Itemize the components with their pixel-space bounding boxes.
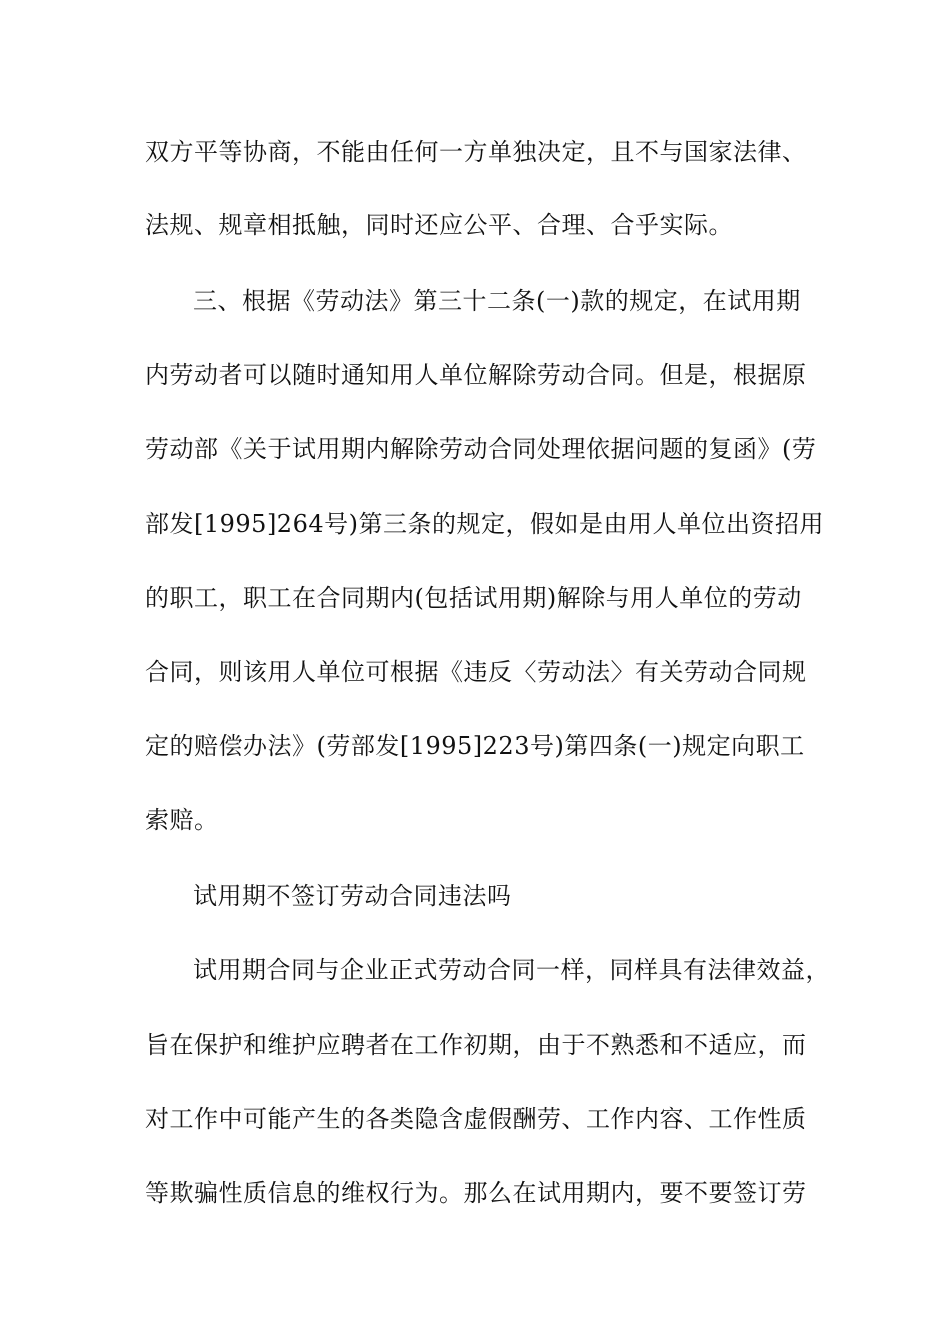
text-line-5: 劳动部《关于试用期内解除劳动合同处理依据问题的复函》(劳 [145, 435, 817, 463]
text-line-14: 对工作中可能产生的各类隐含虚假酬劳、工作内容、工作性质 [145, 1105, 807, 1133]
text-line-6: 部发[1995]264号)第三条的规定，假如是由用人单位出资招用 [145, 510, 824, 538]
section-heading: 试用期不签订劳动合同违法吗 [193, 882, 512, 910]
text-line-13: 旨在保护和维护应聘者在工作初期，由于不熟悉和不适应，而 [145, 1031, 807, 1059]
text-line-7: 的职工，职工在合同期内(包括试用期)解除与用人单位的劳动 [145, 584, 802, 612]
text-line-4: 内劳动者可以随时通知用人单位解除劳动合同。但是，根据原 [145, 361, 807, 389]
text-line-1: 双方平等协商，不能由任何一方单独决定，且不与国家法律、 [145, 138, 807, 166]
text-line-15: 等欺骗性质信息的维权行为。那么在试用期内，要不要签订劳 [145, 1179, 807, 1207]
text-line-9: 定的赔偿办法》(劳部发[1995]223号)第四条(一)规定向职工 [145, 732, 805, 760]
text-line-3: 三、根据《劳动法》第三十二条(一)款的规定，在试用期 [193, 287, 801, 315]
text-line-10: 索赔。 [145, 806, 219, 834]
text-line-12: 试用期合同与企业正式劳动合同一样，同样具有法律效益， [193, 956, 830, 984]
text-line-2: 法规、规章相抵触，同时还应公平、合理、合乎实际。 [145, 211, 733, 239]
text-line-8: 合同，则该用人单位可根据《违反〈劳动法〉有关劳动合同规 [145, 658, 807, 686]
